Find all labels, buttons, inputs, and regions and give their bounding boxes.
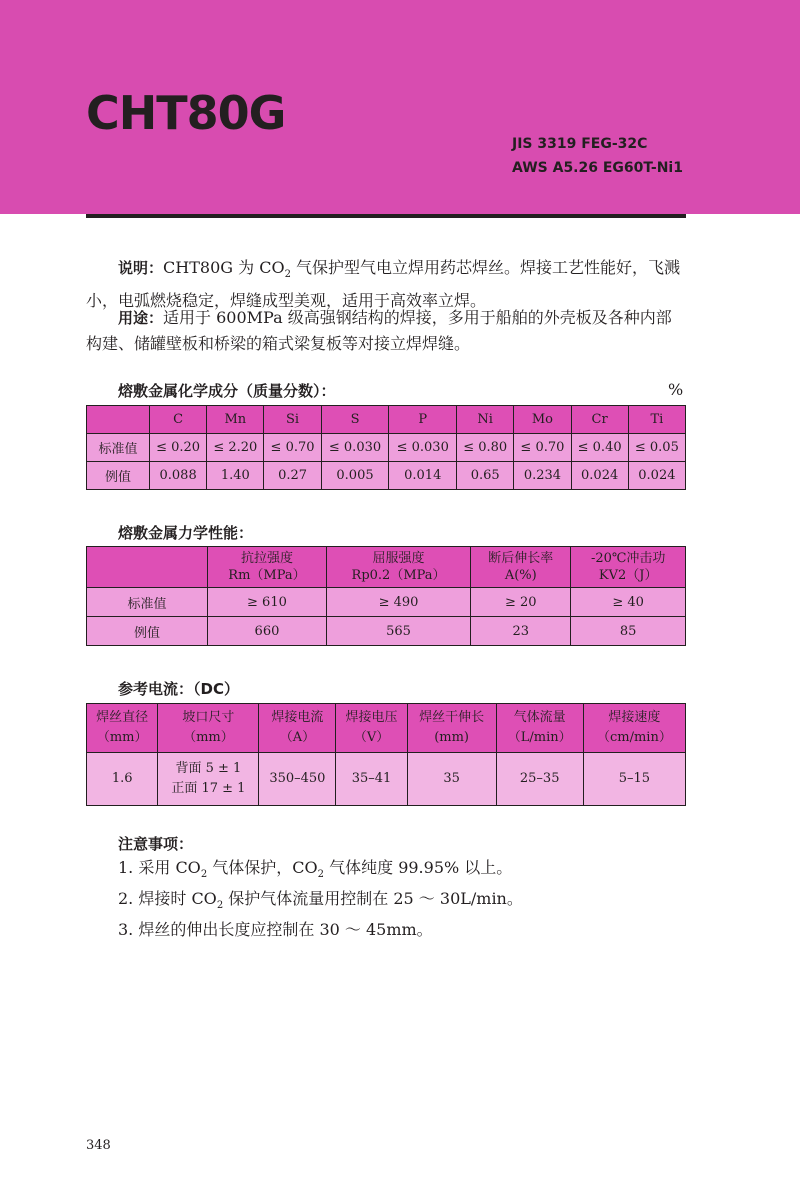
mech-col-line2: Rp0.2（MPa） xyxy=(351,568,446,583)
current-col xyxy=(87,704,158,753)
row-label: 标准值 xyxy=(87,434,150,462)
mech-col-line2: KV2（J） xyxy=(598,568,658,583)
table-cell: 565 xyxy=(326,617,470,646)
table-cell: 1.40 xyxy=(207,462,264,490)
table-cell: 0.024 xyxy=(571,462,628,490)
col-line1: 焊接速度 xyxy=(608,710,661,725)
note-1 xyxy=(118,856,678,887)
chem-col: Mn xyxy=(207,406,264,434)
current-header-row xyxy=(87,704,686,753)
current-col xyxy=(336,704,407,753)
table-cell: 25–35 xyxy=(496,753,583,806)
current-title: 参考电流：（DC） xyxy=(118,680,239,698)
mech-table xyxy=(86,546,686,646)
chem-col: P xyxy=(389,406,457,434)
notes-title: 注意事项： xyxy=(118,835,194,853)
chem-example-row xyxy=(87,462,686,490)
chem-col: Ti xyxy=(628,406,685,434)
col-line1: 焊接电流 xyxy=(271,710,324,725)
table-cell: 35–41 xyxy=(336,753,407,806)
description-text-a: CHT80G 为 CO xyxy=(163,258,285,277)
table-cell: ≤ 0.20 xyxy=(150,434,207,462)
chem-header-row xyxy=(87,406,686,434)
note-text: 2. 焊接时 CO xyxy=(118,889,217,909)
current-col xyxy=(496,704,583,753)
chem-corner xyxy=(87,406,150,434)
chem-standard-row xyxy=(87,434,686,462)
table-cell: 0.088 xyxy=(150,462,207,490)
col-line1: 气体流量 xyxy=(513,710,566,725)
mech-col-line1: 屈服强度 xyxy=(372,551,425,566)
col-line1: 焊丝干伸长 xyxy=(419,710,485,725)
current-col xyxy=(259,704,336,753)
description-text-b: 气保护型气电立焊用药芯焊丝。焊接工艺性能好，飞溅小，电弧燃烧稳定，焊缝成型美观，适用于高效率立焊。 xyxy=(86,258,681,311)
table-cell: ≤ 0.70 xyxy=(264,434,321,462)
mech-col-line1: 断后伸长率 xyxy=(488,551,554,566)
note-sub: 2 xyxy=(216,900,224,912)
table-cell: ≥ 20 xyxy=(471,588,571,617)
mech-col-line1: -20℃冲击功 xyxy=(590,551,666,566)
chem-col: Si xyxy=(264,406,321,434)
description-label: 说明： xyxy=(118,259,164,277)
aws-standard: AWS A5.26 EG60T-Ni1 xyxy=(512,160,683,176)
mech-header-row xyxy=(87,547,686,588)
col-line2: （V） xyxy=(353,730,390,745)
table-cell: 0.014 xyxy=(389,462,457,490)
table-cell: ≤ 0.05 xyxy=(628,434,685,462)
product-title: CHT80G xyxy=(86,86,286,140)
table-cell: 350–450 xyxy=(259,753,336,806)
note-sub: 2 xyxy=(317,869,325,881)
table-cell: 85 xyxy=(571,617,686,646)
col-line2: (mm) xyxy=(434,730,470,745)
col-line2: （cm/min） xyxy=(596,730,672,745)
note-sub: 2 xyxy=(200,869,208,881)
table-cell: ≤ 0.80 xyxy=(457,434,514,462)
mech-col xyxy=(471,547,571,588)
mech-col xyxy=(208,547,327,588)
mech-col xyxy=(571,547,686,588)
groove-front: 正面 17 ± 1 xyxy=(171,781,246,796)
usage-text: 适用于 600MPa 级高强钢结构的焊接，多用于船舶的外壳板及各种内部构建、储罐壁板和桥梁的箱式梁复板等对接立焊焊缝。 xyxy=(86,308,672,353)
chem-title: 熔敷金属化学成分（质量分数）： xyxy=(118,382,336,400)
chem-table xyxy=(86,405,686,490)
note-text: 1. 采用 CO xyxy=(118,858,201,877)
page-number: 348 xyxy=(86,1138,111,1153)
current-data-row xyxy=(87,753,686,806)
table-cell: ≤ 0.030 xyxy=(389,434,457,462)
chem-unit: % xyxy=(668,380,684,399)
mech-col-line2: A(%) xyxy=(504,568,537,583)
col-line2: （mm） xyxy=(183,730,234,745)
table-cell: ≥ 610 xyxy=(208,588,327,617)
table-cell: ≥ 490 xyxy=(326,588,470,617)
mech-col-line1: 抗拉强度 xyxy=(240,551,293,566)
table-cell xyxy=(158,753,259,806)
note-2 xyxy=(118,887,678,918)
table-cell: ≤ 0.70 xyxy=(514,434,571,462)
chem-col: Ni xyxy=(457,406,514,434)
col-line1: 坡口尺寸 xyxy=(182,710,235,725)
col-line1: 焊接电压 xyxy=(345,710,398,725)
table-cell: 5–15 xyxy=(583,753,685,806)
row-label: 例值 xyxy=(87,462,150,490)
current-col xyxy=(583,704,685,753)
mech-corner xyxy=(87,547,208,588)
jis-standard: JIS 3319 FEG-32C xyxy=(512,136,648,152)
table-cell: 0.27 xyxy=(264,462,321,490)
header-rule xyxy=(86,214,686,218)
table-cell: 0.234 xyxy=(514,462,571,490)
note-3: 3. 焊丝的伸出长度应控制在 30 ～ 45mm。 xyxy=(118,920,433,940)
col-line2: （mm） xyxy=(96,730,148,745)
mech-col-line2: Rm（MPa） xyxy=(228,568,306,583)
chem-col: Mo xyxy=(514,406,571,434)
table-cell: 35 xyxy=(407,753,496,806)
description-sub: 2 xyxy=(284,269,291,281)
mech-title: 熔敷金属力学性能： xyxy=(118,524,254,542)
mech-example-row xyxy=(87,617,686,646)
col-line1: 焊丝直径 xyxy=(96,710,149,725)
current-col xyxy=(158,704,259,753)
note-text: 气体纯度 99.95% 以上。 xyxy=(324,858,513,877)
usage-paragraph xyxy=(86,305,686,357)
table-cell: 0.65 xyxy=(457,462,514,490)
table-cell: ≤ 0.030 xyxy=(321,434,389,462)
notes-section xyxy=(118,832,678,942)
row-label: 标准值 xyxy=(87,588,208,617)
table-cell: ≥ 40 xyxy=(571,588,686,617)
table-cell: 0.024 xyxy=(628,462,685,490)
mech-col xyxy=(326,547,470,588)
note-text: 气体保护，CO xyxy=(207,858,318,877)
table-cell: ≤ 2.20 xyxy=(207,434,264,462)
chem-col: Cr xyxy=(571,406,628,434)
groove-back: 背面 5 ± 1 xyxy=(175,761,242,776)
table-cell: 0.005 xyxy=(321,462,389,490)
current-table xyxy=(86,703,686,806)
current-col xyxy=(407,704,496,753)
table-cell: 660 xyxy=(208,617,327,646)
row-label: 例值 xyxy=(87,617,208,646)
col-line2: （L/min） xyxy=(507,730,572,745)
note-text: 保护气体流量用控制在 25 ～ 30L/min。 xyxy=(223,889,523,909)
col-line2: （A） xyxy=(279,730,316,745)
table-cell: 23 xyxy=(471,617,571,646)
mech-standard-row xyxy=(87,588,686,617)
table-cell: 1.6 xyxy=(87,753,158,806)
chem-col: S xyxy=(321,406,389,434)
table-cell: ≤ 0.40 xyxy=(571,434,628,462)
chem-col: C xyxy=(150,406,207,434)
usage-label: 用途： xyxy=(118,309,164,327)
